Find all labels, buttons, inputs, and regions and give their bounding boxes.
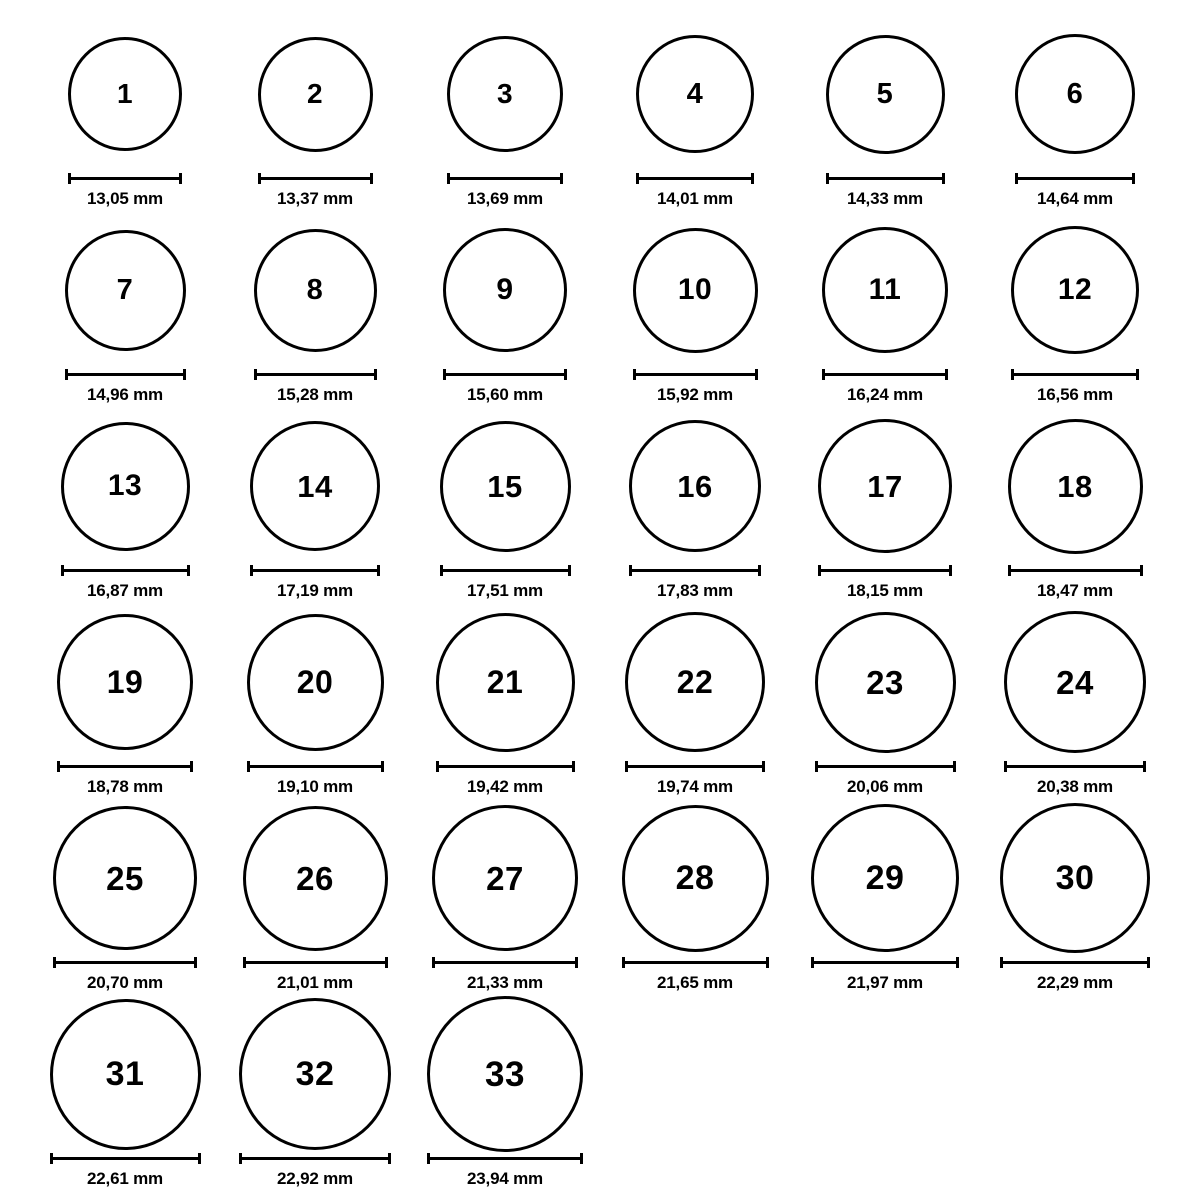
measure-bar-line bbox=[436, 765, 575, 768]
ring-circle-icon bbox=[65, 230, 186, 351]
measure-bar-wrap bbox=[447, 172, 563, 184]
ring-circle-icon bbox=[811, 804, 959, 952]
measure-bar-icon bbox=[440, 565, 571, 576]
measure-label: 16,87 mm bbox=[87, 581, 163, 600]
measure-label: 17,51 mm bbox=[467, 581, 543, 600]
measure-bar-line bbox=[818, 569, 952, 572]
measure-bar-icon bbox=[258, 173, 373, 184]
ring-circle-icon bbox=[622, 805, 769, 952]
ring-circle-wrap bbox=[220, 606, 410, 758]
measure-label: 21,97 mm bbox=[847, 973, 923, 992]
measure-bar-icon bbox=[447, 173, 563, 184]
ring-size-item bbox=[410, 214, 600, 410]
ring-circle-icon bbox=[250, 421, 380, 551]
measure-bar-line bbox=[258, 177, 373, 180]
ring-size-item bbox=[980, 606, 1170, 802]
ring-size-item bbox=[980, 410, 1170, 606]
measure-bar-wrap bbox=[1004, 760, 1146, 772]
measure-bar-wrap bbox=[427, 1152, 583, 1164]
ring-size-item bbox=[980, 18, 1170, 214]
measure-label: 21,01 mm bbox=[277, 973, 353, 992]
measure-bar-wrap bbox=[50, 1152, 201, 1164]
ring-circle-icon bbox=[53, 806, 197, 950]
ring-circle-wrap bbox=[30, 214, 220, 366]
measure-bar-wrap bbox=[239, 1152, 391, 1164]
ring-size-item bbox=[790, 18, 980, 214]
measure-bar-line bbox=[443, 373, 567, 376]
measure-bar-line bbox=[636, 177, 754, 180]
ring-circle-icon bbox=[629, 420, 761, 552]
ring-size-item bbox=[30, 18, 220, 214]
measure-label: 23,94 mm bbox=[467, 1169, 543, 1188]
ring-size-number: 32 bbox=[295, 1055, 335, 1093]
ring-size-number: 25 bbox=[106, 859, 144, 897]
ring-size-item bbox=[600, 18, 790, 214]
ring-size-item bbox=[600, 606, 790, 802]
measure-label: 13,69 mm bbox=[467, 189, 543, 208]
measure-bar-line bbox=[622, 961, 769, 964]
measure-label: 17,83 mm bbox=[657, 581, 733, 600]
ring-size-number: 23 bbox=[866, 663, 904, 701]
measure-bar-icon bbox=[68, 173, 182, 184]
ring-circle-icon bbox=[243, 806, 388, 951]
ring-circle-wrap bbox=[30, 802, 220, 954]
ring-circle-icon bbox=[68, 37, 182, 151]
ring-size-number: 16 bbox=[677, 468, 713, 504]
ring-size-item bbox=[30, 214, 220, 410]
ring-size-number: 28 bbox=[675, 859, 715, 897]
measure-bar-icon bbox=[427, 1153, 583, 1164]
ring-size-number: 13 bbox=[107, 469, 143, 502]
measure-bar-line bbox=[53, 961, 197, 964]
measure-bar-wrap bbox=[61, 564, 190, 576]
ring-size-item bbox=[790, 606, 980, 802]
measure-bar-wrap bbox=[1015, 172, 1135, 184]
ring-size-number: 14 bbox=[297, 468, 333, 504]
ring-circle-wrap bbox=[790, 410, 980, 562]
ring-size-item bbox=[410, 606, 600, 802]
ring-size-number: 29 bbox=[865, 859, 905, 897]
ring-size-item bbox=[790, 802, 980, 998]
measure-bar-icon bbox=[247, 761, 384, 772]
ring-circle-wrap bbox=[220, 18, 410, 170]
ring-circle-wrap bbox=[790, 214, 980, 366]
measure-label: 14,64 mm bbox=[1037, 189, 1113, 208]
measure-label: 16,24 mm bbox=[847, 385, 923, 404]
measure-label: 19,74 mm bbox=[657, 777, 733, 796]
measure-label: 20,06 mm bbox=[847, 777, 923, 796]
ring-size-grid bbox=[0, 18, 1200, 1194]
ring-size-item bbox=[600, 214, 790, 410]
ring-size-item bbox=[220, 18, 410, 214]
ring-circle-wrap bbox=[600, 802, 790, 954]
measure-bar-wrap bbox=[815, 760, 956, 772]
measure-bar-icon bbox=[1015, 173, 1135, 184]
ring-circle-wrap bbox=[980, 214, 1170, 366]
measure-bar-wrap bbox=[629, 564, 761, 576]
measure-bar-icon bbox=[239, 1153, 391, 1164]
ring-circle-icon bbox=[239, 998, 391, 1150]
ring-circle-wrap bbox=[980, 606, 1170, 758]
measure-label: 17,19 mm bbox=[277, 581, 353, 600]
measure-bar-wrap bbox=[53, 956, 197, 968]
ring-circle-wrap bbox=[410, 214, 600, 366]
ring-size-item bbox=[790, 214, 980, 410]
ring-size-number: 1 bbox=[116, 78, 134, 109]
measure-bar-icon bbox=[1004, 761, 1146, 772]
measure-bar-line bbox=[50, 1157, 201, 1160]
ring-circle-icon bbox=[447, 36, 563, 152]
measure-bar-line bbox=[822, 373, 948, 376]
ring-size-number: 24 bbox=[1056, 663, 1094, 701]
ring-circle-icon bbox=[625, 612, 765, 752]
measure-label: 21,65 mm bbox=[657, 973, 733, 992]
ring-size-item bbox=[30, 802, 220, 998]
ring-size-number: 18 bbox=[1057, 468, 1093, 504]
ring-circle-wrap bbox=[600, 410, 790, 562]
measure-bar-icon bbox=[622, 957, 769, 968]
ring-circle-wrap bbox=[600, 606, 790, 758]
ring-circle-wrap bbox=[790, 606, 980, 758]
measure-bar-icon bbox=[65, 369, 186, 380]
ring-circle-wrap bbox=[790, 802, 980, 954]
measure-bar-line bbox=[1004, 765, 1146, 768]
measure-bar-line bbox=[1000, 961, 1150, 964]
measure-bar-icon bbox=[629, 565, 761, 576]
ring-circle-icon bbox=[1004, 611, 1146, 753]
ring-size-number: 12 bbox=[1057, 273, 1093, 306]
ring-size-number: 22 bbox=[676, 664, 714, 700]
measure-bar-wrap bbox=[247, 760, 384, 772]
ring-circle-wrap bbox=[980, 802, 1170, 954]
measure-bar-icon bbox=[1008, 565, 1143, 576]
ring-size-number: 7 bbox=[116, 273, 134, 306]
measure-bar-icon bbox=[436, 761, 575, 772]
measure-bar-icon bbox=[57, 761, 193, 772]
measure-bar-wrap bbox=[625, 760, 765, 772]
ring-circle-icon bbox=[815, 612, 956, 753]
ring-size-item bbox=[980, 214, 1170, 410]
ring-circle-icon bbox=[636, 35, 754, 153]
measure-bar-line bbox=[1008, 569, 1143, 572]
ring-circle-wrap bbox=[980, 18, 1170, 170]
measure-bar-icon bbox=[625, 761, 765, 772]
ring-circle-icon bbox=[1015, 34, 1135, 154]
measure-bar-wrap bbox=[68, 172, 182, 184]
ring-size-item bbox=[30, 606, 220, 802]
ring-size-number: 5 bbox=[876, 77, 894, 110]
measure-label: 18,78 mm bbox=[87, 777, 163, 796]
measure-bar-line bbox=[239, 1157, 391, 1160]
ring-size-number: 9 bbox=[496, 273, 514, 306]
ring-size-item bbox=[980, 802, 1170, 998]
ring-size-number: 4 bbox=[686, 77, 704, 110]
ring-circle-icon bbox=[432, 805, 578, 951]
measure-bar-line bbox=[811, 961, 959, 964]
measure-bar-line bbox=[432, 961, 578, 964]
measure-bar-icon bbox=[815, 761, 956, 772]
measure-bar-line bbox=[633, 373, 758, 376]
measure-bar-icon bbox=[50, 1153, 201, 1164]
measure-bar-wrap bbox=[826, 172, 945, 184]
measure-label: 14,01 mm bbox=[657, 189, 733, 208]
ring-circle-icon bbox=[254, 229, 377, 352]
measure-bar-line bbox=[254, 373, 377, 376]
ring-size-number: 3 bbox=[496, 78, 514, 109]
ring-circle-icon bbox=[50, 999, 201, 1150]
measure-bar-line bbox=[815, 765, 956, 768]
measure-bar-wrap bbox=[436, 760, 575, 772]
measure-bar-icon bbox=[811, 957, 959, 968]
measure-label: 18,47 mm bbox=[1037, 581, 1113, 600]
measure-bar-icon bbox=[432, 957, 578, 968]
ring-circle-icon bbox=[61, 422, 190, 551]
measure-bar-line bbox=[625, 765, 765, 768]
ring-size-number: 33 bbox=[485, 1054, 525, 1094]
measure-label: 19,42 mm bbox=[467, 777, 543, 796]
ring-size-number: 8 bbox=[306, 273, 324, 306]
ring-circle-icon bbox=[1008, 419, 1143, 554]
measure-bar-icon bbox=[826, 173, 945, 184]
ring-size-item bbox=[220, 214, 410, 410]
measure-bar-icon bbox=[243, 957, 388, 968]
ring-circle-icon bbox=[440, 421, 571, 552]
ring-circle-icon bbox=[633, 228, 758, 353]
ring-circle-wrap bbox=[30, 998, 220, 1150]
measure-label: 14,96 mm bbox=[87, 385, 163, 404]
measure-bar-icon bbox=[822, 369, 948, 380]
ring-size-item bbox=[220, 410, 410, 606]
ring-circle-wrap bbox=[220, 214, 410, 366]
measure-label: 15,92 mm bbox=[657, 385, 733, 404]
ring-size-item bbox=[410, 18, 600, 214]
ring-size-number: 19 bbox=[106, 664, 144, 700]
measure-bar-wrap bbox=[254, 368, 377, 380]
measure-bar-wrap bbox=[822, 368, 948, 380]
measure-bar-line bbox=[427, 1157, 583, 1160]
ring-size-item bbox=[220, 998, 410, 1194]
measure-bar-wrap bbox=[443, 368, 567, 380]
measure-bar-line bbox=[629, 569, 761, 572]
measure-bar-icon bbox=[818, 565, 952, 576]
ring-circle-icon bbox=[1000, 803, 1150, 953]
measure-bar-icon bbox=[633, 369, 758, 380]
ring-circle-icon bbox=[57, 614, 193, 750]
measure-bar-line bbox=[826, 177, 945, 180]
ring-size-item bbox=[410, 410, 600, 606]
measure-bar-icon bbox=[443, 369, 567, 380]
measure-bar-icon bbox=[250, 565, 380, 576]
ring-size-item bbox=[30, 998, 220, 1194]
ring-circle-icon bbox=[818, 419, 952, 553]
ring-circle-wrap bbox=[30, 606, 220, 758]
ring-circle-wrap bbox=[410, 606, 600, 758]
measure-label: 15,60 mm bbox=[467, 385, 543, 404]
ring-size-item bbox=[410, 802, 600, 998]
measure-bar-line bbox=[250, 569, 380, 572]
measure-bar-line bbox=[243, 961, 388, 964]
measure-bar-wrap bbox=[636, 172, 754, 184]
ring-circle-wrap bbox=[220, 998, 410, 1150]
measure-bar-wrap bbox=[258, 172, 373, 184]
ring-size-number: 30 bbox=[1055, 859, 1095, 897]
measure-bar-line bbox=[65, 373, 186, 376]
ring-circle-icon bbox=[247, 614, 384, 751]
measure-bar-icon bbox=[254, 369, 377, 380]
ring-circle-wrap bbox=[600, 214, 790, 366]
measure-bar-wrap bbox=[440, 564, 571, 576]
measure-bar-line bbox=[1011, 373, 1139, 376]
ring-size-number: 17 bbox=[867, 468, 903, 504]
measure-bar-wrap bbox=[250, 564, 380, 576]
measure-bar-line bbox=[57, 765, 193, 768]
measure-label: 14,33 mm bbox=[847, 189, 923, 208]
measure-label: 22,92 mm bbox=[277, 1169, 353, 1188]
measure-label: 13,05 mm bbox=[87, 189, 163, 208]
ring-circle-wrap bbox=[410, 18, 600, 170]
ring-size-item bbox=[220, 802, 410, 998]
ring-size-number: 6 bbox=[1066, 77, 1084, 110]
measure-bar-wrap bbox=[1000, 956, 1150, 968]
measure-bar-line bbox=[1015, 177, 1135, 180]
ring-size-number: 15 bbox=[487, 468, 523, 504]
measure-label: 20,38 mm bbox=[1037, 777, 1113, 796]
measure-bar-icon bbox=[1000, 957, 1150, 968]
ring-circle-wrap bbox=[980, 410, 1170, 562]
ring-size-number: 10 bbox=[677, 273, 713, 306]
measure-label: 15,28 mm bbox=[277, 385, 353, 404]
ring-size-item bbox=[220, 606, 410, 802]
ring-circle-icon bbox=[436, 613, 575, 752]
measure-bar-line bbox=[247, 765, 384, 768]
ring-circle-icon bbox=[1011, 226, 1139, 354]
ring-size-item bbox=[410, 998, 600, 1194]
ring-size-number: 26 bbox=[296, 859, 334, 897]
measure-label: 16,56 mm bbox=[1037, 385, 1113, 404]
measure-bar-line bbox=[68, 177, 182, 180]
ring-size-number: 20 bbox=[296, 664, 334, 700]
ring-circle-wrap bbox=[410, 410, 600, 562]
ring-size-item bbox=[30, 410, 220, 606]
ring-circle-icon bbox=[826, 35, 945, 154]
ring-size-number: 31 bbox=[105, 1055, 145, 1093]
measure-bar-wrap bbox=[432, 956, 578, 968]
measure-bar-wrap bbox=[243, 956, 388, 968]
ring-circle-wrap bbox=[410, 802, 600, 954]
measure-bar-wrap bbox=[633, 368, 758, 380]
measure-bar-wrap bbox=[818, 564, 952, 576]
ring-size-number: 27 bbox=[486, 859, 524, 897]
ring-size-number: 2 bbox=[306, 78, 324, 109]
measure-bar-icon bbox=[61, 565, 190, 576]
measure-label: 18,15 mm bbox=[847, 581, 923, 600]
measure-bar-line bbox=[61, 569, 190, 572]
ring-size-item bbox=[790, 410, 980, 606]
ring-circle-wrap bbox=[600, 18, 790, 170]
measure-bar-wrap bbox=[57, 760, 193, 772]
ring-size-number: 11 bbox=[868, 273, 902, 306]
ring-circle-wrap bbox=[410, 998, 600, 1150]
measure-label: 22,61 mm bbox=[87, 1169, 163, 1188]
measure-label: 19,10 mm bbox=[277, 777, 353, 796]
ring-size-item bbox=[600, 802, 790, 998]
measure-label: 21,33 mm bbox=[467, 973, 543, 992]
measure-label: 20,70 mm bbox=[87, 973, 163, 992]
measure-bar-wrap bbox=[622, 956, 769, 968]
measure-bar-icon bbox=[636, 173, 754, 184]
ring-circle-wrap bbox=[220, 802, 410, 954]
ring-circle-icon bbox=[258, 37, 373, 152]
measure-bar-line bbox=[447, 177, 563, 180]
ring-circle-wrap bbox=[30, 410, 220, 562]
ring-size-number: 21 bbox=[486, 664, 524, 700]
ring-circle-wrap bbox=[220, 410, 410, 562]
ring-size-item bbox=[600, 410, 790, 606]
measure-bar-icon bbox=[1011, 369, 1139, 380]
measure-bar-wrap bbox=[1008, 564, 1143, 576]
measure-bar-wrap bbox=[65, 368, 186, 380]
measure-bar-wrap bbox=[811, 956, 959, 968]
ring-circle-icon bbox=[427, 996, 583, 1152]
measure-label: 13,37 mm bbox=[277, 189, 353, 208]
ring-circle-wrap bbox=[790, 18, 980, 170]
measure-bar-wrap bbox=[1011, 368, 1139, 380]
measure-bar-icon bbox=[53, 957, 197, 968]
ring-circle-icon bbox=[822, 227, 948, 353]
measure-label: 22,29 mm bbox=[1037, 973, 1113, 992]
ring-circle-wrap bbox=[30, 18, 220, 170]
ring-circle-icon bbox=[443, 228, 567, 352]
measure-bar-line bbox=[440, 569, 571, 572]
